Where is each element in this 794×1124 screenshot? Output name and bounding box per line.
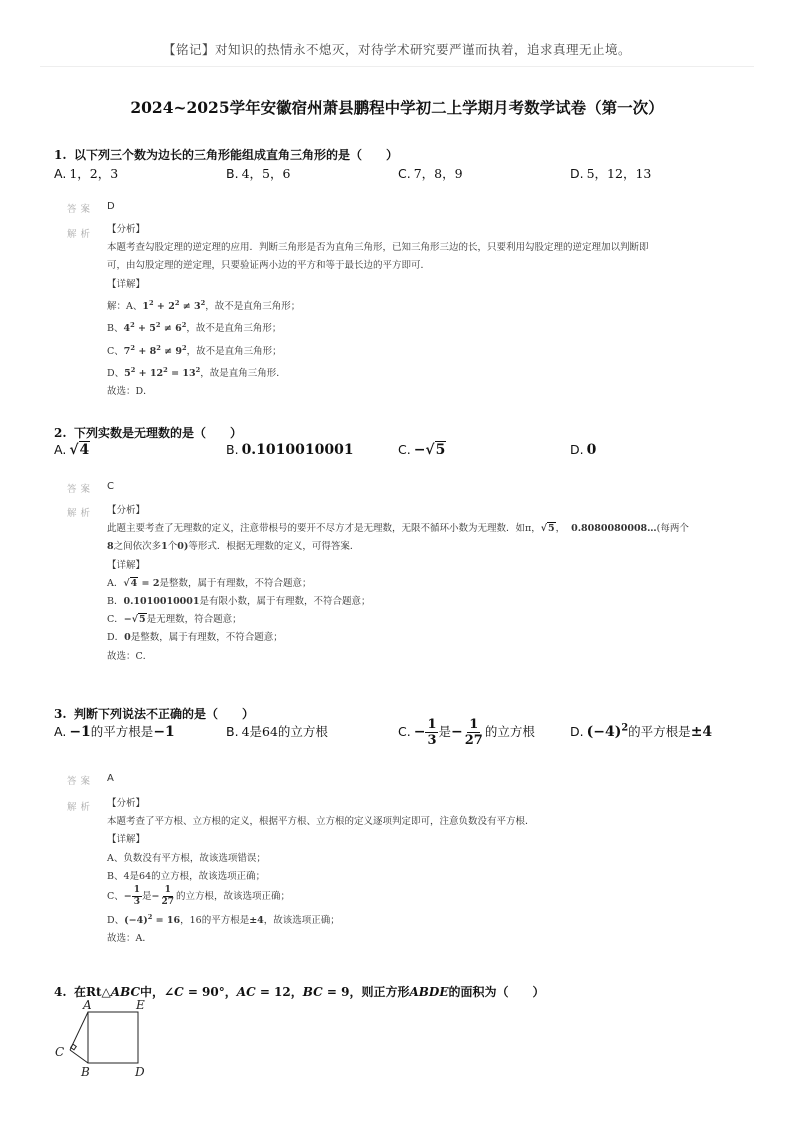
option-c[interactable]: C. − $\frac{1}{3}$ 是− $\frac{1}{27}$ 的立方根 bbox=[398, 717, 535, 748]
answer-value: A bbox=[107, 773, 114, 784]
option-d[interactable]: D. $(-4)^2$的平方根是±4 bbox=[570, 722, 713, 740]
question-1-analysis: 【分析】 本题考查勾股定理的逆定理的应用．判断三角形是否为直角三角形，已知三角形三边的长，只要利用勾股定理的逆定理加以判断即 可，由勾股定理的逆定理，只要验证两小边的平方和等于最长边的平方即可． 【详解】 解：A、$1^2 + 2^2 \ne 3^2$，故不是直角三角形； B、$4^2 + 5^2 \ne 6^2$，故不是直角三角形； C、$7^2 + 8^2 \ne 9^2$，故不是直角三角形； D、$5^2 + 12^2 = 13^2$，故是直角三角形． 故选：D． bbox=[107, 224, 649, 398]
question-4-stem: 4. 在Rt△ABC中，∠C = 90°，AC = 12，BC = 9，则正方形ABDE的面积为（ ） bbox=[54, 985, 545, 999]
analysis-label: 解析 bbox=[67, 229, 95, 240]
question-3-stem bbox=[54, 705, 254, 722]
header-divider bbox=[40, 66, 754, 67]
option-text: 5，12，13 bbox=[586, 166, 652, 181]
question-3-analysis: 【分析】 本题考查了平方根、立方根的定义，根据平方根、立方根的定义逐项判定即可，注意负数没有平方根． 【详解】 A、负数没有平方根，故该选项错误； B、4是64的立方根，故该选项正确； C、− $\frac{1}{3}$ 是− $\frac{1}{27}$ 的立方根，故该选项正确； D、$(-4)^2 = 16$，16的平方根是±4，故该选项正确； 故选：A． bbox=[107, 798, 535, 945]
right-angle-mark bbox=[71, 1044, 77, 1050]
question-4-figure bbox=[50, 998, 160, 1080]
question-2-analysis: 【分析】 此题主要考查了无理数的定义，注意带根号的要开不尽方才是无理数，无限不循环小数为无理数．如π，√5， 0.8080080008…(每两个 8之间依次多1个0)等形式．根据无理数的定义，可得答案． 【详解】 A．√4 = 2是整数，属于有理数，不符合题意； B．0.1010010001是有限小数，属于有理数，不符合题意； C．−√5是无理数，符合题意； D．0是整数，属于有理数，不符合题意； 故选：C． bbox=[107, 505, 689, 662]
question-number: 2. bbox=[54, 426, 67, 440]
answer-label: 答案 bbox=[67, 776, 95, 787]
question-2-stem bbox=[54, 424, 242, 441]
option-text: 4，5，6 bbox=[241, 166, 291, 181]
question-1-stem bbox=[54, 146, 398, 163]
page-title: 2024~2025学年安徽宿州萧县鹏程中学初二上学期月考数学试卷（第一次） bbox=[130, 98, 664, 117]
option-c[interactable]: C. −√5 bbox=[398, 442, 446, 458]
question-text: 下列实数是无理数的是（ ） bbox=[74, 426, 243, 440]
question-text: 以下列三个数为边长的三角形能组成直角三角形的是（ ） bbox=[74, 148, 399, 162]
question-number: 3. bbox=[54, 707, 67, 721]
answer-label: 答案 bbox=[67, 484, 95, 495]
option-b[interactable]: B. 4，5，6 bbox=[226, 166, 291, 181]
question-number: 4. bbox=[54, 985, 67, 999]
option-a[interactable]: A. 1，2，3 bbox=[54, 166, 119, 181]
option-b[interactable]: B. 4是64的立方根 bbox=[226, 724, 328, 739]
answer-value: D bbox=[107, 201, 115, 212]
option-text: 7，8，9 bbox=[413, 166, 463, 181]
question-number: 1. bbox=[54, 148, 67, 162]
option-c[interactable]: C. 7，8，9 bbox=[398, 166, 463, 181]
analysis-label: 解析 bbox=[67, 508, 95, 519]
option-d[interactable]: D. 5，12，13 bbox=[570, 166, 652, 181]
option-b[interactable]: B. 0.1010010001 bbox=[226, 442, 354, 458]
header-motto: 【铭记】对知识的热情永不熄灭，对待学术研究要严谨而执着，追求真理无止境。 bbox=[162, 42, 631, 57]
point-a-label: A bbox=[83, 998, 92, 1012]
square-triangle-diagram bbox=[50, 998, 160, 1080]
point-c-label: C bbox=[55, 1045, 65, 1059]
analysis-label: 解析 bbox=[67, 802, 95, 813]
point-b-label: B bbox=[81, 1065, 90, 1079]
segment-cb bbox=[70, 1050, 88, 1063]
option-a[interactable]: A. √4 bbox=[54, 442, 90, 458]
question-text: 判断下列说法不正确的是（ ） bbox=[74, 707, 255, 721]
point-d-label: D bbox=[135, 1065, 145, 1079]
point-e-label: E bbox=[136, 998, 145, 1012]
option-a[interactable]: A. −1的平方根是−1 bbox=[54, 724, 175, 740]
answer-value: C bbox=[107, 481, 114, 492]
option-text: 1，2，3 bbox=[69, 166, 119, 181]
option-d[interactable]: D. 0 bbox=[570, 442, 597, 458]
answer-label: 答案 bbox=[67, 204, 95, 215]
square-abde bbox=[88, 1012, 138, 1063]
